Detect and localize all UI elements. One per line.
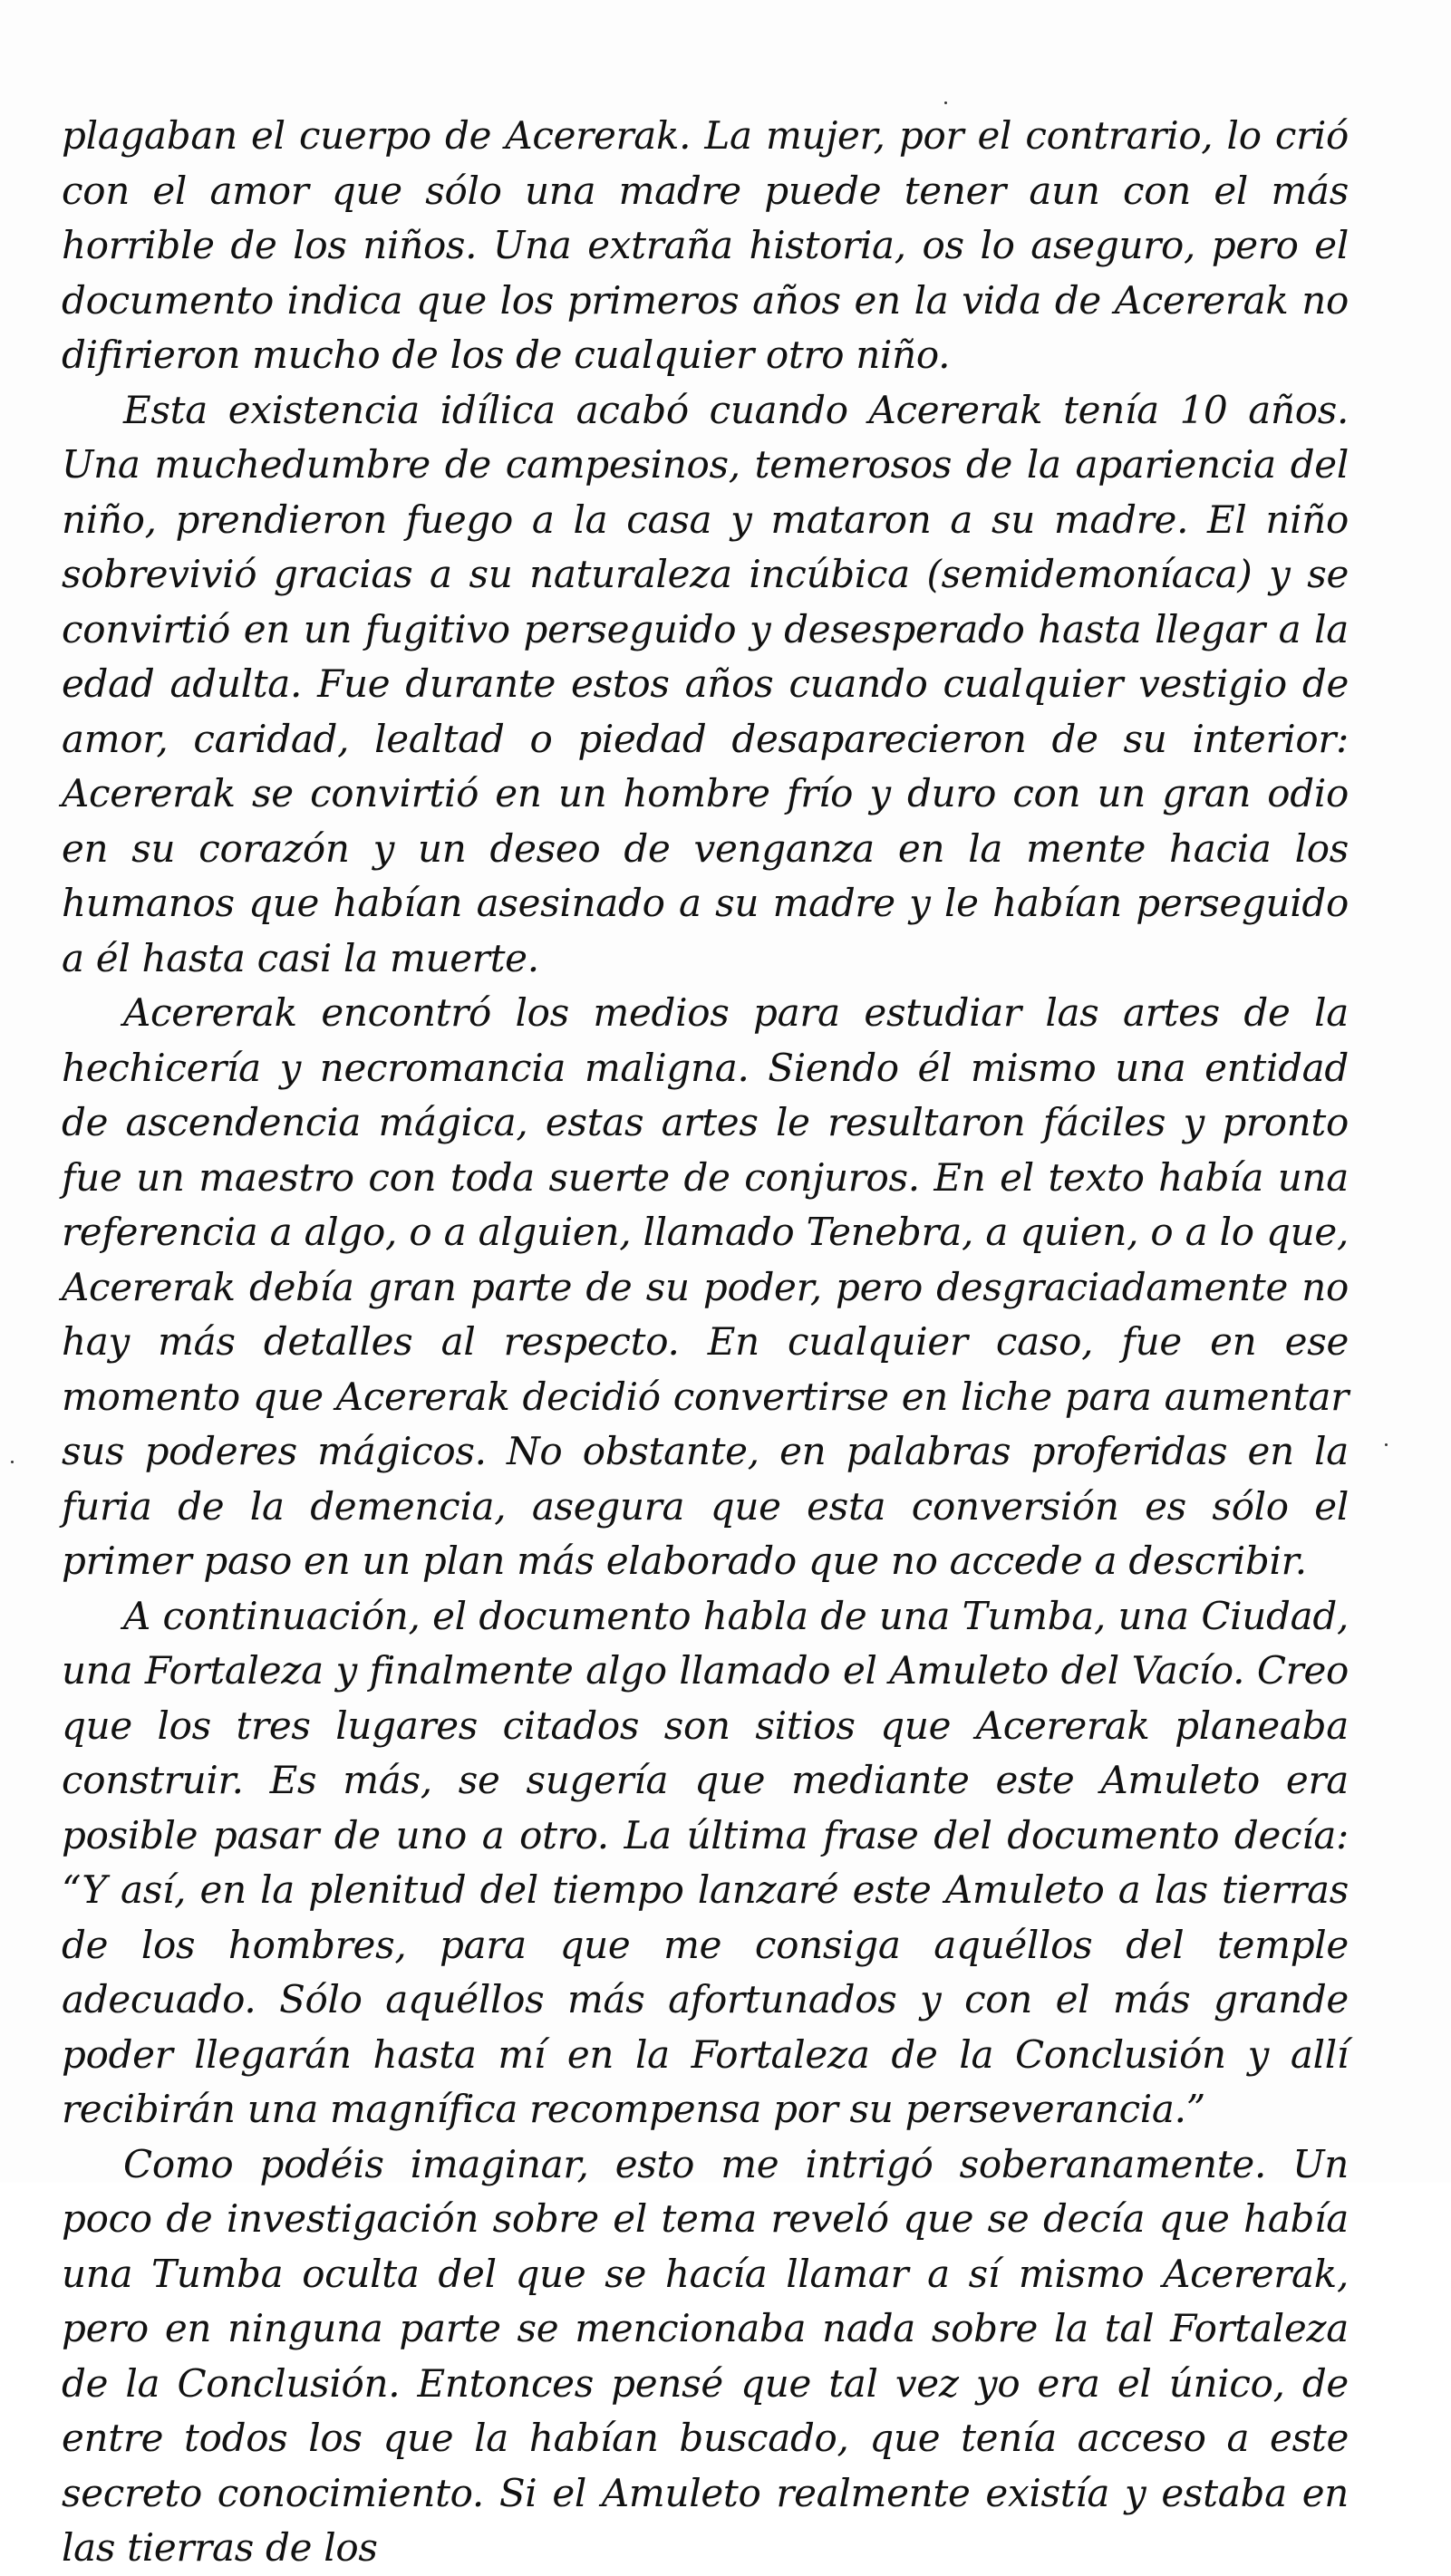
paper-speck	[944, 101, 947, 104]
paragraph-5: Como podéis imaginar, esto me intrigó soberanamente. Un poco de investigación sobre el tema reveló que se decía que había una Tumba oculta del que se hacía llamar a sí mismo Acererak, pero en ninguna parte se mencionaba nada sobre la tal Fortaleza de la Conclusión. Entonces pensé que tal vez yo era el único, de entre todos los que la habían buscado, que tenía acceso a este secreto conocimiento. Si el Amuleto realmente existía y estaba en las tierras de los	[62, 2141, 1349, 2570]
paragraph-1: plagaban el cuerpo de Acererak. La mujer, por el contrario, lo crió con el amor que sólo una madre puede tener aun con el más horrible de los niños. Una extraña historia, os lo aseguro, pero el documento indica que los primeros años en la vida de Acererak no difirieron mucho de los de cualquier otro niño.	[62, 113, 1349, 377]
paragraph-3: Acererak encontró los medios para estudiar las artes de la hechicería y necromancia maligna. Siendo él mismo una entidad de ascendencia mágica, estas artes le resultaron fáciles y pronto fue un maestro con toda suerte de conjuros. En el texto había una referencia a algo, o a alguien, llamado Tenebra, a quien, o a lo que, Acererak debía gran parte de su poder, pero desgraciadamente no hay más detalles al respecto. En cualquier caso, fue en ese momento que Acererak decidió convertirse en liche para aumentar sus poderes mágicos. No obstante, en palabras proferidas en la furia de la demencia, asegura que esta conversión es sólo el primer paso en un plan más elaborado que no accede a describir.	[62, 990, 1349, 1583]
handwritten-text-body	[62, 109, 1349, 2576]
paragraph-4: A continuación, el documento habla de una Tumba, una Ciudad, una Fortaleza y finalmente algo llamado el Amuleto del Vacío. Creo que los tres lugares citados son sitios que Acererak planeaba construir. Es más, se sugería que mediante este Amuleto era posible pasar de uno a otro. La última frase del documento decía: “Y así, en la plenitud del tiempo lanzaré este Amuleto a las tierras de los hombres, para que me consiga aquéllos del temple adecuado. Sólo aquéllos más afortunados y con el más grande poder llegarán hasta mí en la Fortaleza de la Conclusión y allí recibirán una magnífica recompensa por su perseverancia.”	[62, 1593, 1349, 2131]
paper-speck	[11, 1461, 14, 1463]
paragraph-2: Esta existencia idílica acabó cuando Acererak tenía 10 años. Una muchedumbre de campesinos, temerosos de la apariencia del niño, prendieron fuego a la casa y mataron a su madre. El niño sobrevivió gracias a su naturaleza incúbica (semidemoníaca) y se convirtió en un fugitivo perseguido y desesperado hasta llegar a la edad adulta. Fue durante estos años cuando cualquier vestigio de amor, caridad, lealtad o piedad desaparecieron de su interior: Acererak se convirtió en un hombre frío y duro con un gran odio en su corazón y un deseo de venganza en la mente hacia los humanos que habían asesinado a su madre y le habían perseguido a él hasta casi la muerte.	[62, 387, 1349, 980]
paper-speck	[1385, 1443, 1388, 1446]
